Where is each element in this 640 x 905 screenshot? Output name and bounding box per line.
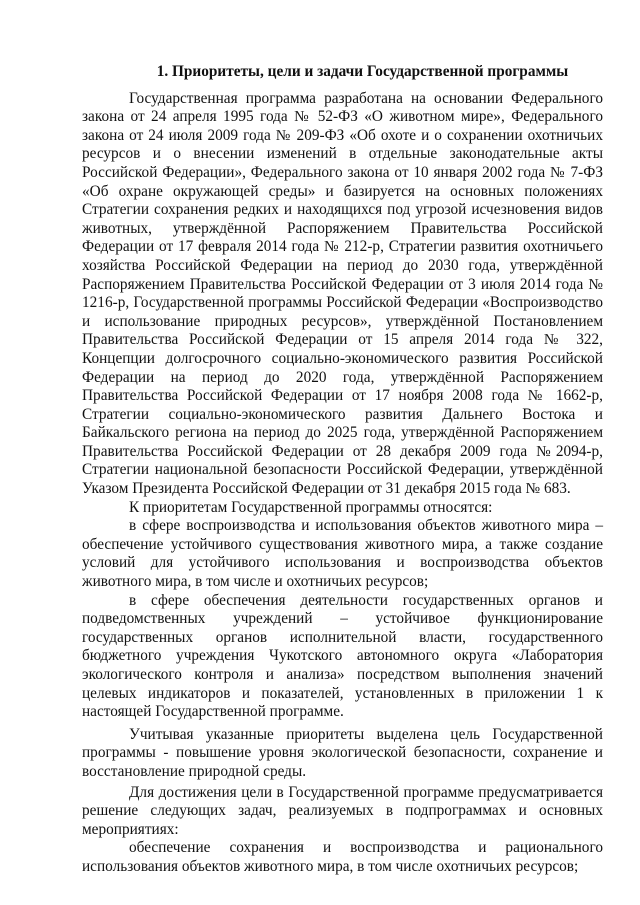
paragraph-priority-wildlife: в сфере воспроизводства и использования объектов животного мира – обеспечение устойчивого существования животного мира, а также создание условий для устойчивого использования и воспроизводства объектов животного мира, в том числе и охотничьих ресурсов; [82,517,603,591]
paragraph-priority-state-bodies: в сфере обеспечения деятельности государственных органов и подведомственных учреждений – устойчивое функционирование государственных органов исполнительной власти, государственного бюджетного учреждения Чукотского автономного округа «Лаборатория экологического контроля и анализа» посредством выполнения значений целевых индикаторов и показателей, установленных в приложении 1 к настоящей Государственной программе. [82,591,603,721]
paragraph-legal-basis: Государственная программа разработана на основании Федерального закона от 24 апреля 1995 года № 52-ФЗ «О животном мире», Федерального закона от 24 июля 2009 года № 209-ФЗ «Об охоте и о сохранении охотничьих ресурсов и о внесении изменений в отдельные законодательные акты Российской Федерации», Федерального закона от 10 января 2002 года № 7-ФЗ «Об охране окружающей среды» и базируется на основных положениях Стратегии сохранения редких и находящихся под угрозой исчезновения видов животных, утверждённой Распоряжением Правительства Российской Федерации от 17 февраля 2014 года № 212-р, Стратегии развития охотничьего хозяйства Российской Федерации на период до 2030 года, утверждённой Распоряжением Правительства Российской Федерации от 3 июля 2014 года № 1216-р, Государственной программы Российской Федерации «Воспроизводство и использование природных ресурсов», утверждённой Постановлением Правительства Российской Федерации от 15 апреля 2014 года № 322, Концепции долгосрочного социально-экономического развития Российской Федерации на период до 2020 года, утверждённой Распоряжением Правительства Российской Федерации от 17 ноября 2008 года № 1662-р, Стратегии социально-экономического развития Дальнего Востока и Байкальского региона на период до 2025 года, утверждённой Распоряжением Правительства Российской Федерации от 28 декабря 2009 года №2094-р, Стратегии национальной безопасности Российской Федерации, утверждённой Указом Президента Российской Федерации от 31 декабря 2015 года № 683. [82,89,603,498]
document-page [82,63,603,877]
section-heading: 1. Приоритеты, цели и задачи Государственной программы [156,63,569,80]
paragraph-priorities-intro: К приоритетам Государственной программы относятся: [129,498,493,516]
paragraph-task-wildlife: обеспечение сохранения и воспроизводства и рационального использования объектов животного мира, в том числе охотничьих ресурсов; [82,839,603,875]
paragraph-goal: Учитывая указанные приоритеты выделена цель Государственной программы - повышение уровня экологической безопасности, сохранение и восстановление природной среды. [82,725,603,780]
paragraph-tasks-intro: Для достижения цели в Государственной программе предусматривается решение следующих задач, реализуемых в подпрограммах и основных мероприятиях: [82,783,603,838]
